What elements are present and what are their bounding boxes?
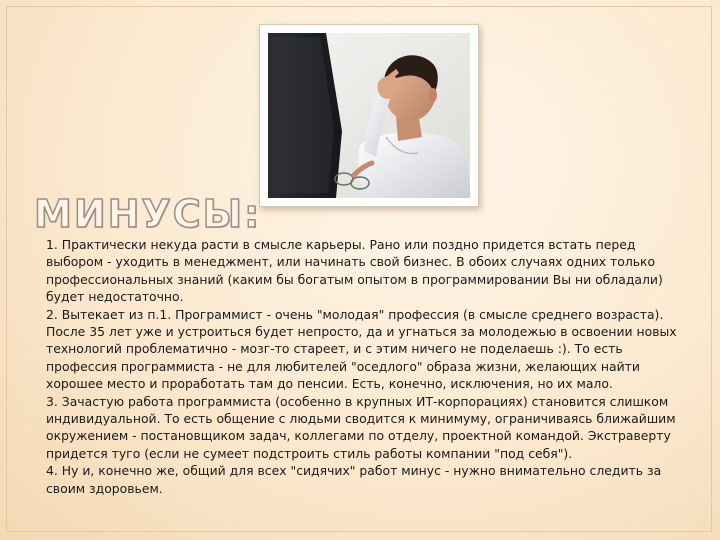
man-at-computer-photo <box>268 33 470 198</box>
point-2: 2. Вытекает из п.1. Программист - очень "молодая" профессия (в смысле среднего возраста). После 35 лет уже и устроиться будет непросто, да и угнаться за молодежью в освоении новых технологий проблематично - мозг-то стареет, и с этим ничего не поделаешь :). То есть профессия программиста - не для любителей "оседлого" образа жизни, желающих найти хорошее место и проработать там до пенсии. Есть, конечно, исключения, но их мало. <box>46 306 677 392</box>
point-3: 3. Зачастую работа программиста (особенно в крупных ИТ-корпорациях) становится слишком индивидуальной. То есть общение с людьми сводится к минимуму, ограничиваясь ближайшим окружением - постановщиком задач, коллегами по отделу, проектной командой. Экстраверту придется туго (если не сумеет подстроить стиль работы компании "под себя"). <box>46 393 676 461</box>
photo-frame <box>259 24 479 207</box>
slide-title: МИНУСЫ: <box>34 192 262 236</box>
point-1: 1. Практически некуда расти в смысле карьеры. Рано или поздно придется встать перед выбором - уходить в менеджмент, или начинать свой бизнес. В обоих случаях одних только профессиональных знаний (каким бы богатым опытом в программировании Вы ни обладали) будет недостаточно. <box>46 237 663 305</box>
slide-content <box>46 236 692 536</box>
point-4: 4. Ну и, конечно же, общий для всех "сидячих" работ минус - нужно внимательно следить за своим здоровьем. <box>46 463 662 496</box>
